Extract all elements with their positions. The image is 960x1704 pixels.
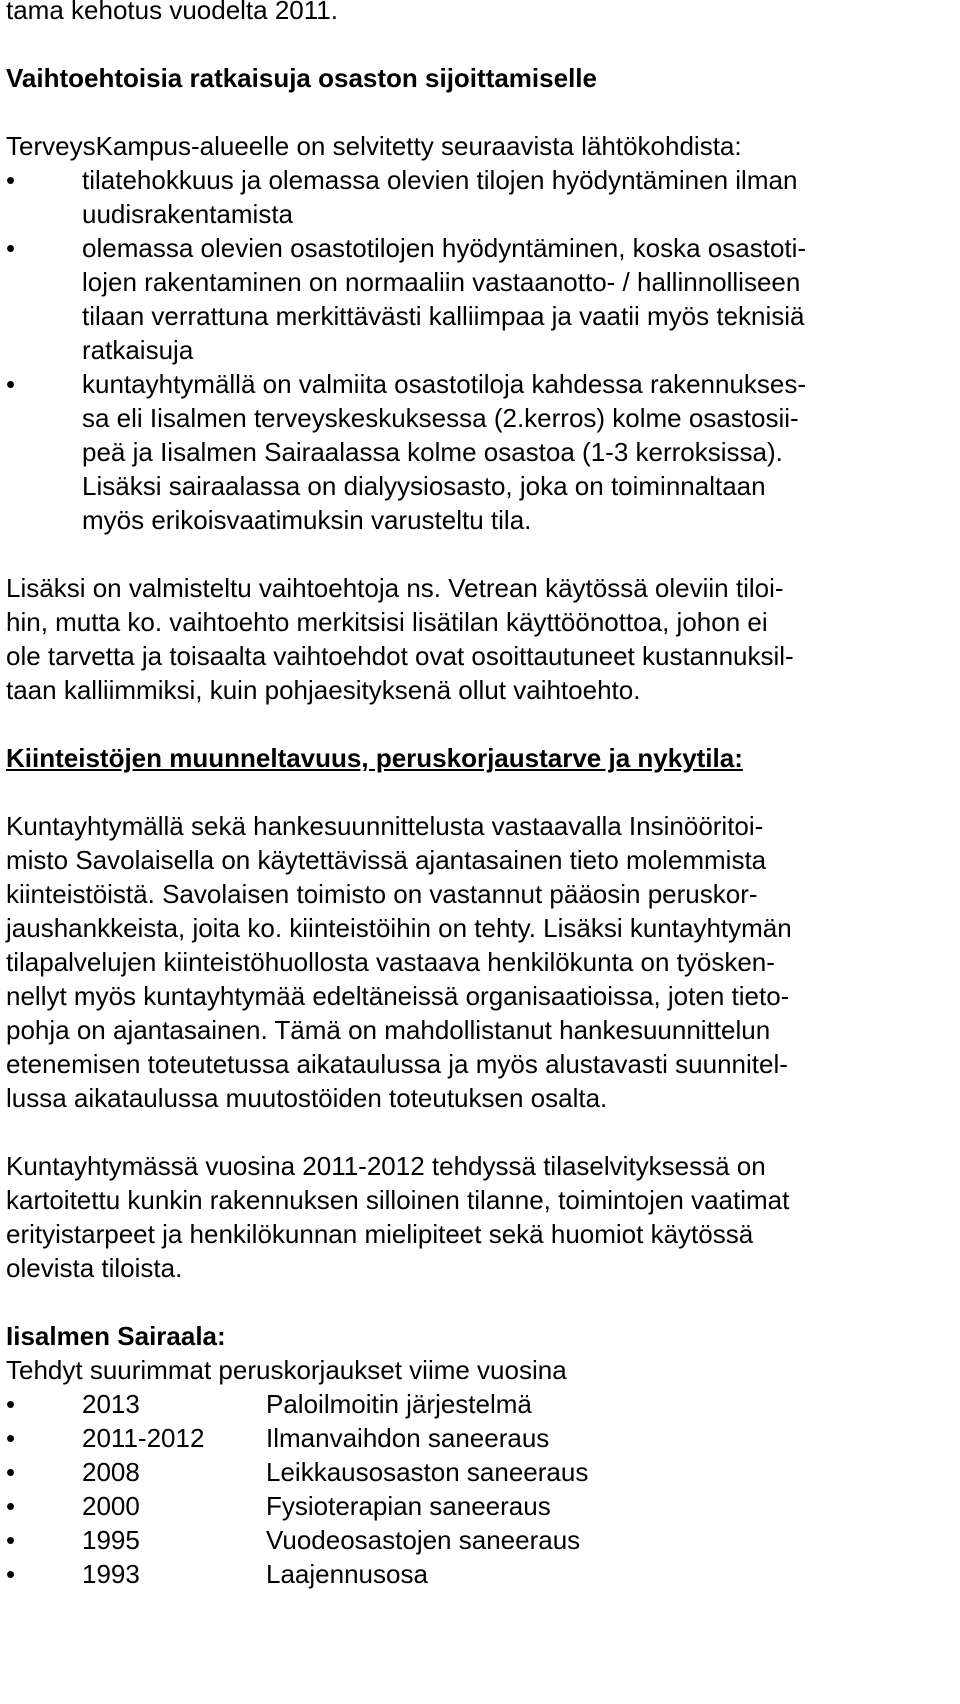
paragraph-line: hin, mutta ko. vaihtoehto merkitsisi lisätilan käyttöönottoa, johon ei xyxy=(6,607,768,637)
bullet-line: lojen rakentaminen on normaaliin vastaanotto- / hallinnolliseen xyxy=(82,267,801,297)
bullet-line: tilaan verrattuna merkittävästi kalliimpaa ja vaatii myös teknisiä xyxy=(82,301,805,331)
bullet-icon: • xyxy=(6,1491,16,1521)
bullet-line: tilatehokkuus ja olemassa olevien tilojen hyödyntäminen ilman xyxy=(82,165,798,195)
bullet-line: sa eli Iisalmen terveyskeskuksessa (2.kerros) kolme osastosii- xyxy=(82,403,799,433)
paragraph-line: taan kalliimmiksi, kuin pohjaesityksenä ollut vaihtoehto. xyxy=(6,675,641,705)
paragraph-line: kartoitettu kunkin rakennuksen silloinen tilanne, toimintojen vaatimat xyxy=(6,1185,790,1215)
renovation-year: 2011-2012 xyxy=(82,1423,205,1453)
paragraph-line: ole tarvetta ja toisaalta vaihtoehdot ovat osoittautuneet kustannuksil- xyxy=(6,641,794,671)
paragraph-line: Kuntayhtymässä vuosina 2011-2012 tehdyssä tilaselvityksessä on xyxy=(6,1151,766,1181)
renovation-description: Ilmanvaihdon saneeraus xyxy=(266,1423,550,1453)
paragraph-line: Lisäksi on valmisteltu vaihtoehtoja ns. Vetrean käytössä oleviin tiloi- xyxy=(6,573,784,603)
bullet-line: olemassa olevien osastotilojen hyödyntäminen, koska osastoti- xyxy=(82,233,807,263)
section-heading-alternatives: Vaihtoehtoisia ratkaisuja osaston sijoittamiselle xyxy=(6,63,597,93)
intro-fragment: tama kehotus vuodelta 2011. xyxy=(6,0,338,25)
bullet-line: myös erikoisvaatimuksin varusteltu tila. xyxy=(82,505,532,535)
bullet-icon: • xyxy=(6,1525,16,1555)
renovation-description: Leikkausosaston saneeraus xyxy=(266,1457,589,1487)
bullet-line: Lisäksi sairaalassa on dialyysiosasto, joka on toiminnaltaan xyxy=(82,471,766,501)
renovation-year: 2008 xyxy=(82,1457,140,1487)
paragraph-line: lussa aikataulussa muutostöiden toteutuksen osalta. xyxy=(6,1083,608,1113)
renovation-year: 2000 xyxy=(82,1491,140,1521)
paragraph-line: nellyt myös kuntayhtymää edeltäneissä organisaatioissa, joten tieto- xyxy=(6,981,790,1011)
paragraph-line: kiinteistöistä. Savolaisen toimisto on vastannut pääosin peruskor- xyxy=(6,879,758,909)
bullet-line: kuntayhtymällä on valmiita osastotiloja kahdessa rakennukses- xyxy=(82,369,807,399)
renovations-lead: Tehdyt suurimmat peruskorjaukset viime vuosina xyxy=(6,1355,567,1385)
renovation-description: Paloilmoitin järjestelmä xyxy=(266,1389,532,1419)
renovation-description: Laajennusosa xyxy=(266,1559,428,1589)
alternatives-lead: TerveysKampus-alueelle on selvitetty seuraavista lähtökohdista: xyxy=(6,131,742,161)
paragraph-line: olevista tiloista. xyxy=(6,1253,183,1283)
bullet-icon: • xyxy=(6,369,16,399)
bullet-icon: • xyxy=(6,1457,16,1487)
bullet-line: ratkaisuja xyxy=(82,335,194,365)
renovation-year: 1993 xyxy=(82,1559,140,1589)
paragraph-line: tilapalvelujen kiinteistöhuollosta vastaava henkilökunta on työsken- xyxy=(6,947,775,977)
bullet-line: peä ja Iisalmen Sairaalassa kolme osastoa (1-3 kerroksissa). xyxy=(82,437,783,467)
bullet-icon: • xyxy=(6,1389,16,1419)
bullet-icon: • xyxy=(6,1423,16,1453)
bullet-line: uudisrakentamista xyxy=(82,199,293,229)
paragraph-line: pohja on ajantasainen. Tämä on mahdollistanut hankesuunnittelun xyxy=(6,1015,771,1045)
renovation-year: 1995 xyxy=(82,1525,140,1555)
paragraph-line: etenemisen toteutetussa aikataulussa ja myös alustavasti suunnitel- xyxy=(6,1049,788,1079)
renovation-description: Fysioterapian saneeraus xyxy=(266,1491,551,1521)
bullet-icon: • xyxy=(6,233,16,263)
renovation-year: 2013 xyxy=(82,1389,140,1419)
bullet-icon: • xyxy=(6,165,16,195)
paragraph-line: misto Savolaisella on käytettävissä ajantasainen tieto molemmista xyxy=(6,845,767,875)
bullet-icon: • xyxy=(6,1559,16,1589)
paragraph-line: Kuntayhtymällä sekä hankesuunnittelusta vastaavalla Insinööritoi- xyxy=(6,811,764,841)
section-heading-hospital: Iisalmen Sairaala: xyxy=(6,1321,226,1351)
paragraph-line: erityistarpeet ja henkilökunnan mielipiteet sekä huomiot käytössä xyxy=(6,1219,754,1249)
section-heading-properties: Kiinteistöjen muunneltavuus, peruskorjaustarve ja nykytila: xyxy=(6,743,743,773)
paragraph-line: jaushankkeista, joita ko. kiinteistöihin on tehty. Lisäksi kuntayhtymän xyxy=(6,913,792,943)
renovation-description: Vuodeosastojen saneeraus xyxy=(266,1525,581,1555)
